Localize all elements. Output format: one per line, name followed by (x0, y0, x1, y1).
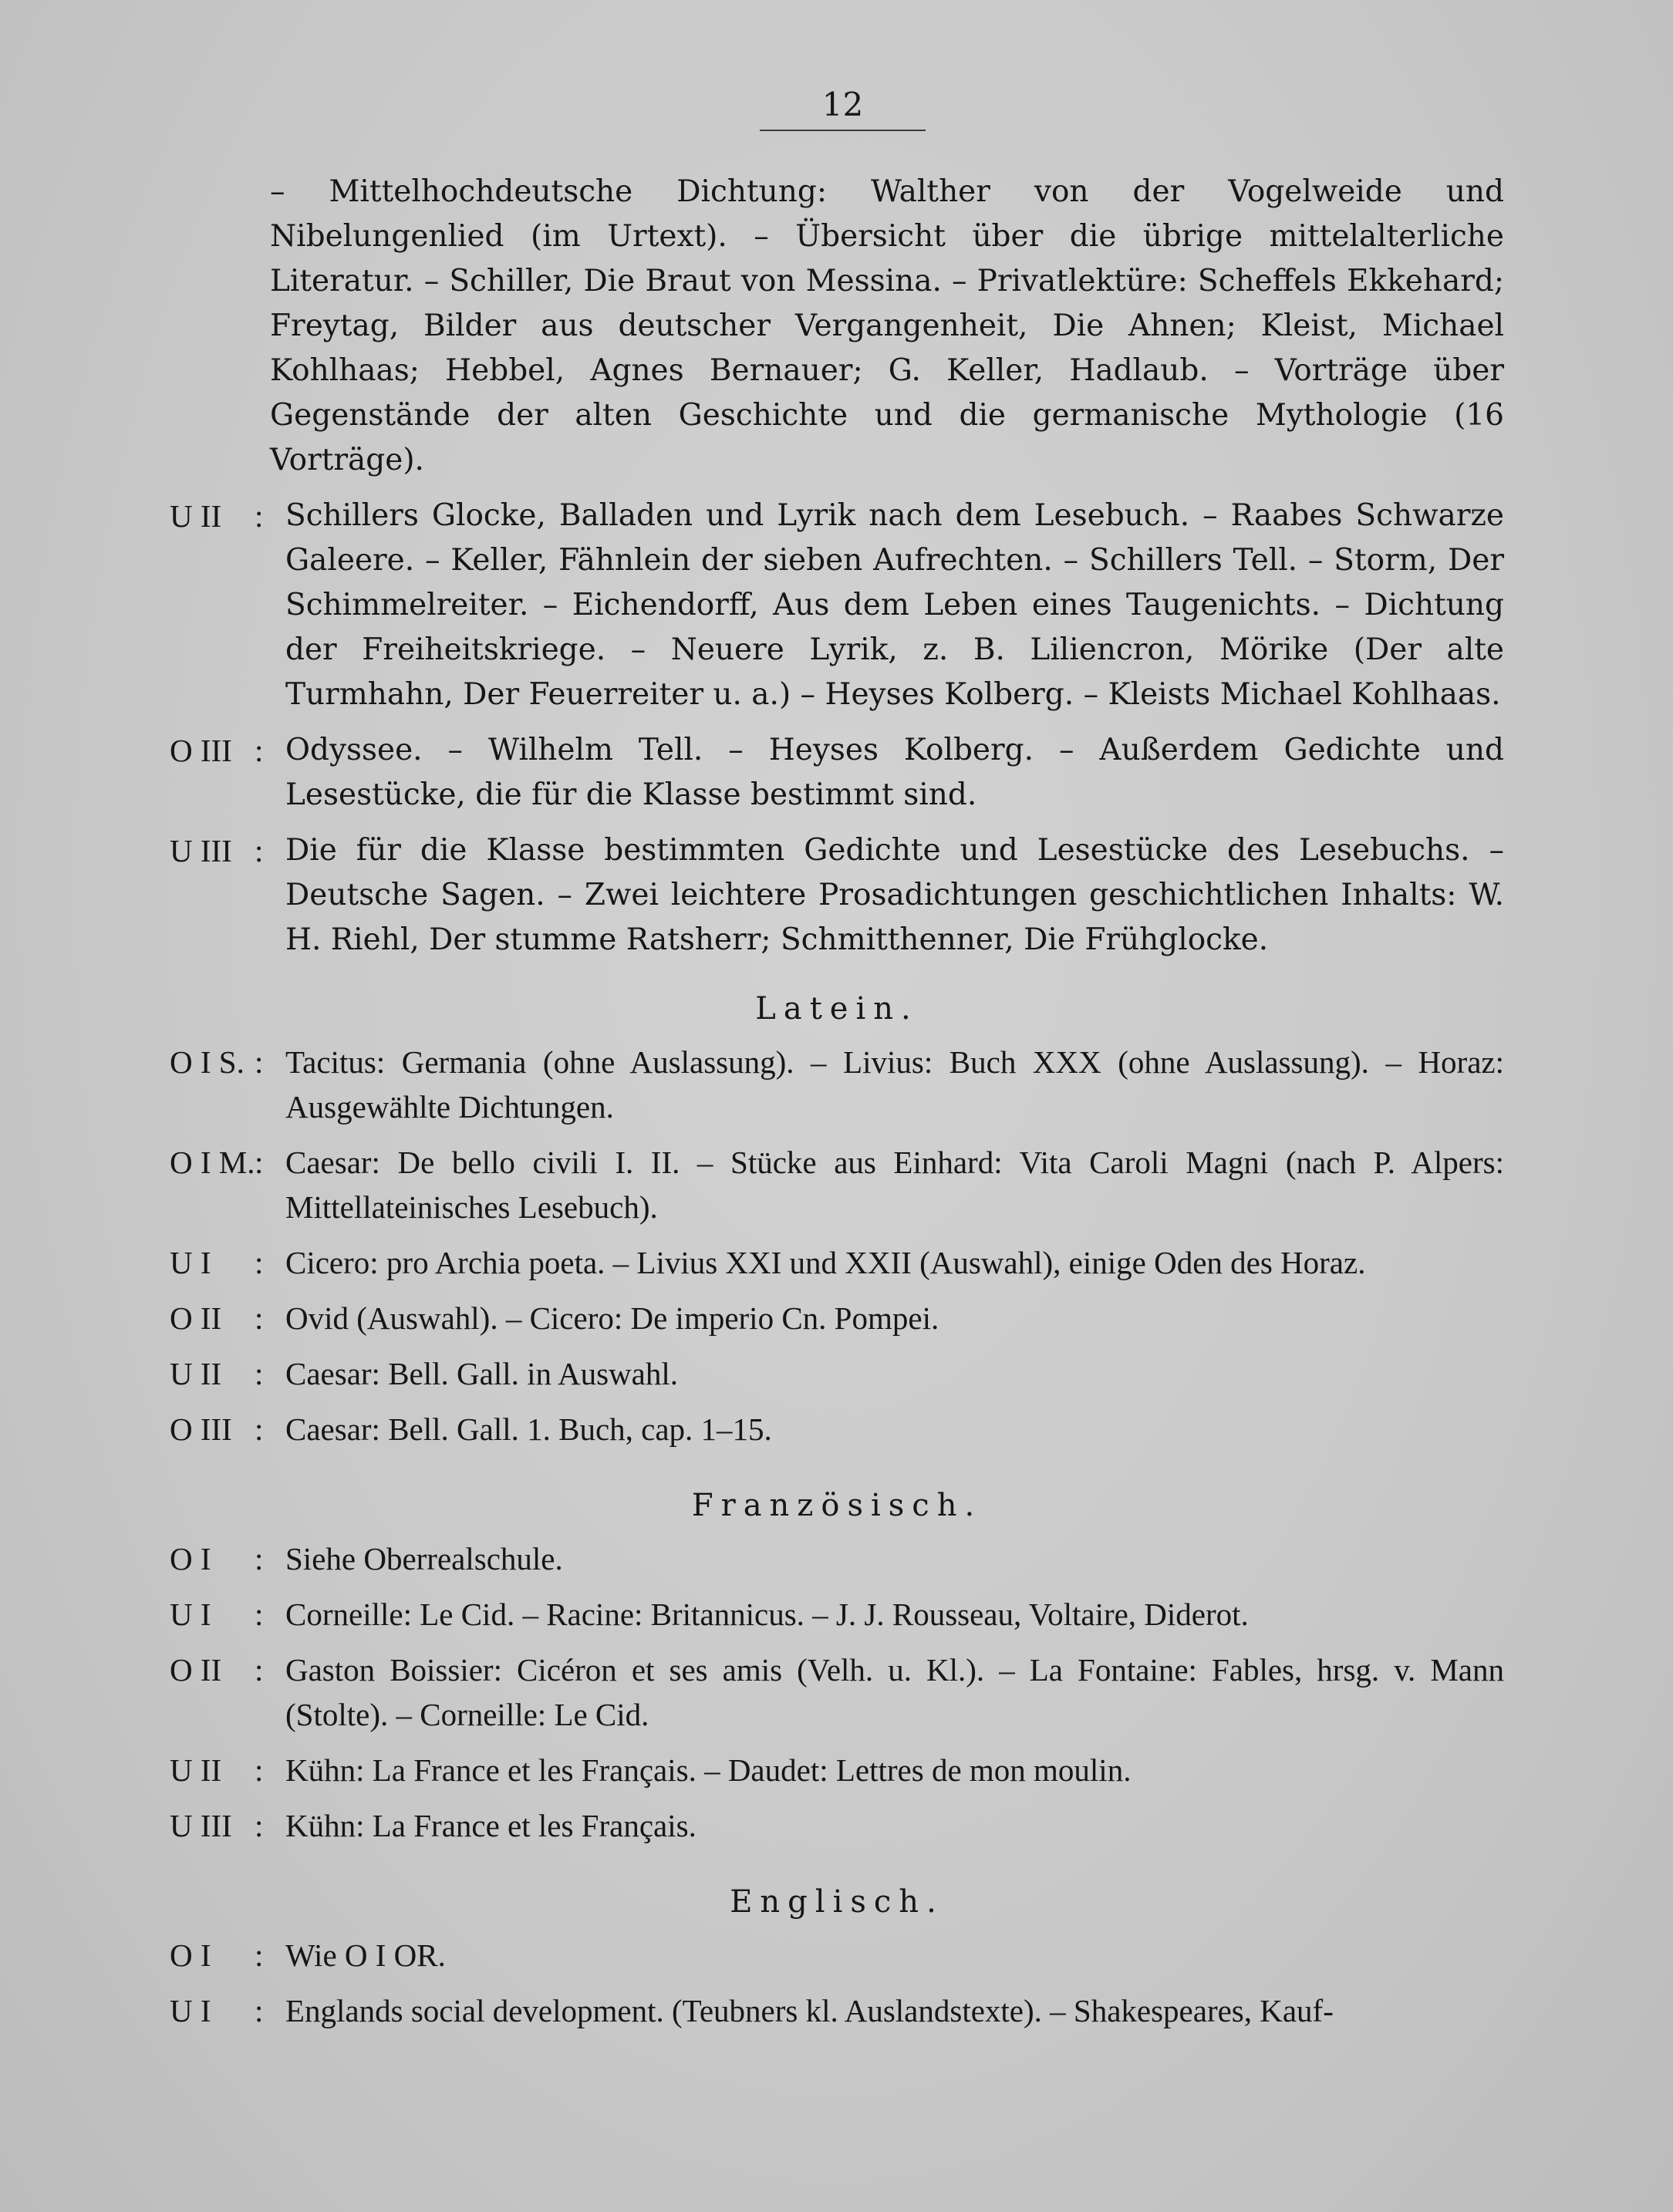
entry-text: Englands social development. (Teubners kl. Auslandstexte). – Shakespeares, Kauf- (285, 1993, 1334, 2028)
entry-text: Tacitus: Germania (ohne Auslassung). – Livius: Buch XXX (ohne Auslassung). – Horaz: Ausgewählte Dichtungen. (285, 1044, 1504, 1125)
latin-entry: U II : Caesar: Bell. Gall. in Auswahl. (170, 1351, 1504, 1396)
entry-text: Odyssee. – Wilhelm Tell. – Heyses Kolberg. – Außerdem Gedichte und Lesestücke, die für die Klasse bestimmt sind. (285, 733, 1504, 812)
class-label: U I (170, 1245, 211, 1280)
entry-text: Gaston Boissier: Cicéron et ses amis (Velh. u. Kl.). – La Fontaine: Fables, hrsg. v. Mann (Stolte). – Corneille: Le Cid. (285, 1652, 1504, 1732)
entry-text: Caesar: Bell. Gall. 1. Buch, cap. 1–15. (285, 1411, 772, 1447)
french-entry: U III : Kühn: La France et les Français. (170, 1803, 1504, 1848)
page-number: 12 (760, 83, 926, 131)
latin-entry: O III : Caesar: Bell. Gall. 1. Buch, cap. 1–15. (170, 1407, 1504, 1452)
class-label: O I (170, 1541, 211, 1576)
french-entry: O II : Gaston Boissier: Cicéron et ses amis (Velh. u. Kl.). – La Fontaine: Fables, hrsg. v. Mann (Stolte). – Corneille: Le Cid. (170, 1647, 1504, 1737)
class-label: U III (170, 1808, 232, 1843)
class-label: O II (170, 1652, 222, 1688)
class-label: O II (170, 1300, 222, 1336)
entry-text: Siehe Oberrealschule. (285, 1541, 563, 1576)
french-entry: O I : Siehe Oberrealschule. (170, 1536, 1504, 1581)
class-label: U I (170, 1597, 211, 1632)
entry-text: Kühn: La France et les Français. (285, 1808, 697, 1843)
latin-entry: U I : Cicero: pro Archia poeta. – Livius XXI und XXII (Auswahl), einige Oden des Horaz. (170, 1240, 1504, 1285)
entry-text: Kühn: La France et les Français. – Daudet: Lettres de mon moulin. (285, 1752, 1132, 1788)
section-heading-latin: Latein. (755, 991, 919, 1027)
class-label: O I S. (170, 1044, 245, 1080)
german-entry: U II : Schillers Glocke, Balladen und Lyrik nach dem Lesebuch. – Raabes Schwarze Galeere. – Keller, Fähnlein der sieben Aufrechten. – Schillers Tell. – Storm, Der Schimmelreiter. – Eichendorff, Aus dem Leben eines Taugenichts. – Dichtung der Freiheitskriege. – Neuere Lyrik, z. B. Liliencron, Mörike (Der alte Turmhahn, Der Feuerreiter u. a.) – Heyses Kolberg. – Kleists Michael Kohlhaas. (170, 494, 1504, 717)
class-label: O I (170, 1937, 211, 1973)
section-heading-english: Englisch. (730, 1884, 944, 1920)
english-entry: U I : Englands social development. (Teubners kl. Auslandstexte). – Shakespeares, Kauf- (170, 1988, 1504, 2033)
class-label: O I M. (170, 1145, 255, 1180)
class-label: U II (170, 1356, 222, 1391)
entry-text: Die für die Klasse bestimmten Gedichte und Lesestücke des Lesebuchs. – Deutsche Sagen. – Zwei leichtere Prosadichtungen geschichtlichen Inhalts: W. H. Riehl, Der stumme Ratsherr; Schmitthenner, Die Frühglocke. (285, 833, 1504, 957)
german-entry: O III : Odyssee. – Wilhelm Tell. – Heyses Kolberg. – Außerdem Gedichte und Lesestücke, die für die Klasse bestimmt sind. (170, 728, 1504, 818)
latin-entry: O I S. : Tacitus: Germania (ohne Auslassung). – Livius: Buch XXX (ohne Auslassung). – Horaz: Ausgewählte Dichtungen. (170, 1040, 1504, 1129)
french-entry: U I : Corneille: Le Cid. – Racine: Britannicus. – J. J. Rousseau, Voltaire, Diderot. (170, 1592, 1504, 1637)
german-entry: U III : Die für die Klasse bestimmten Gedichte und Lesestücke des Lesebuchs. – Deutsche Sagen. – Zwei leichtere Prosadichtungen geschichtlichen Inhalts: W. H. Riehl, Der stumme Ratsherr; Schmitthenner, Die Frühglocke. (170, 828, 1504, 963)
french-entry: U II : Kühn: La France et les Français. – Daudet: Lettres de mon moulin. (170, 1748, 1504, 1792)
latin-entry: O I M. : Caesar: De bello civili I. II. – Stücke aus Einhard: Vita Caroli Magni (nach P. Alpers: Mittellateinisches Lesebuch). (170, 1140, 1504, 1229)
entry-text: Ovid (Auswahl). – Cicero: De imperio Cn. Pompei. (285, 1300, 939, 1336)
intro-paragraph: – Mittelhochdeutsche Dichtung: Walther von der Vogelweide und Nibelungenlied (im Urtext). – Übersicht über die übrige mittelalterliche Literatur. – Schiller, Die Braut von Messina. – Privatlektüre: Scheffels Ekkehard; Freytag, Bilder aus deutscher Vergangenheit, Die Ahnen; Kleist, Michael Kohlhaas; Hebbel, Agnes Bernauer; G. Keller, Hadlaub. – Vorträge über Gegenstände der alten Geschichte und die germanische Mythologie (16 Vorträge). (270, 174, 1504, 477)
section-heading-french: Französisch. (691, 1488, 983, 1523)
entry-text: Corneille: Le Cid. – Racine: Britannicus. – J. J. Rousseau, Voltaire, Diderot. (285, 1597, 1249, 1632)
class-label: U I (170, 1993, 211, 2028)
page-content (170, 170, 1504, 2044)
entry-text: Caesar: Bell. Gall. in Auswahl. (285, 1356, 678, 1391)
class-label: O III (170, 1411, 232, 1447)
latin-entry: O II : Ovid (Auswahl). – Cicero: De imperio Cn. Pompei. (170, 1296, 1504, 1340)
class-label: U II (170, 1752, 222, 1788)
class-label: U II (170, 498, 222, 534)
entry-text: Cicero: pro Archia poeta. – Livius XXI und XXII (Auswahl), einige Oden des Horaz. (285, 1245, 1366, 1280)
entry-text: Wie O I OR. (285, 1937, 446, 1973)
class-label: O III (170, 733, 232, 768)
class-label: U III (170, 833, 232, 868)
english-entry: O I : Wie O I OR. (170, 1933, 1504, 1978)
entry-text: Schillers Glocke, Balladen und Lyrik nach dem Lesebuch. – Raabes Schwarze Galeere. – Keller, Fähnlein der sieben Aufrechten. – Schillers Tell. – Storm, Der Schimmelreiter. – Eichendorff, Aus dem Leben eines Taugenichts. – Dichtung der Freiheitskriege. – Neuere Lyrik, z. B. Liliencron, Mörike (Der alte Turmhahn, Der Feuerreiter u. a.) – Heyses Kolberg. – Kleists Michael Kohlhaas. (285, 498, 1504, 712)
entry-text: Caesar: De bello civili I. II. – Stücke aus Einhard: Vita Caroli Magni (nach P. Alpers: Mittellateinisches Lesebuch). (285, 1145, 1504, 1225)
